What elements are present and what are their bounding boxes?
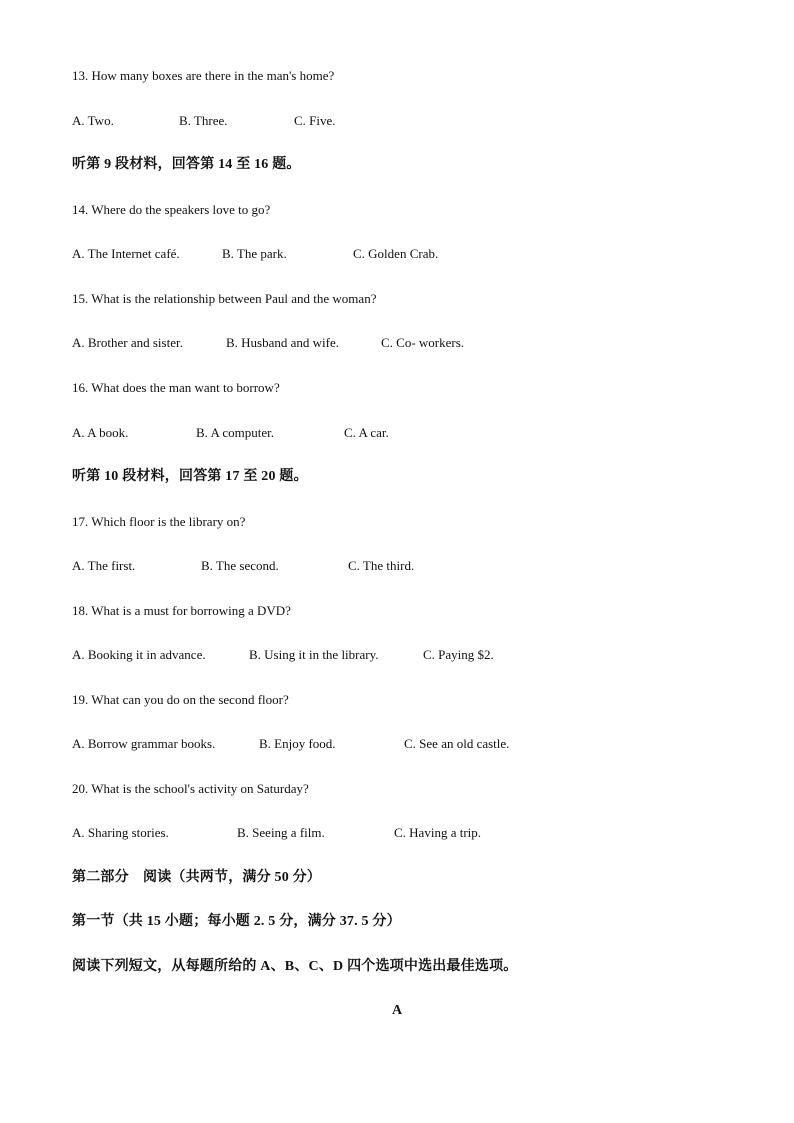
- q18-option-a: A. Booking it in advance.: [72, 647, 206, 662]
- question-19: 19. What can you do on the second floor?: [72, 692, 289, 707]
- passage-label: A: [391, 1003, 403, 1018]
- q16-option-c: C. A car.: [344, 425, 389, 440]
- q20-option-c: C. Having a trip.: [394, 825, 482, 840]
- q17-option-a: A. The first.: [72, 558, 136, 573]
- q17-option-b: B. The second.: [201, 558, 279, 573]
- q19-option-b: B. Enjoy food.: [259, 736, 336, 751]
- q14-option-a: A. The Internet café.: [72, 246, 180, 261]
- question-17: 17. Which floor is the library on?: [72, 514, 246, 529]
- q17-option-c: C. The third.: [348, 558, 415, 573]
- q18-option-c: C. Paying $2.: [423, 647, 494, 662]
- question-18: 18. What is a must for borrowing a DVD?: [72, 603, 291, 618]
- q13-option-b: B. Three.: [179, 113, 228, 128]
- q19-option-c: C. See an old castle.: [404, 736, 510, 751]
- q16-option-b: B. A computer.: [196, 425, 274, 440]
- reading-instruction: 阅读下列短文，从每题所给的 A、B、C、D 四个选项中选出最佳选项。: [72, 959, 518, 974]
- q15-option-c: C. Co- workers.: [381, 335, 465, 350]
- question-14: 14. Where do the speakers love to go?: [72, 202, 271, 217]
- question-16: 16. What does the man want to borrow?: [72, 380, 280, 395]
- q15-option-b: B. Husband and wife.: [226, 335, 340, 350]
- question-13: 13. How many boxes are there in the man's home?: [72, 68, 335, 83]
- q15-option-a: A. Brother and sister.: [72, 335, 183, 350]
- q20-option-a: A. Sharing stories.: [72, 825, 169, 840]
- q20-option-b: B. Seeing a film.: [237, 825, 325, 840]
- q19-option-a: A. Borrow grammar books.: [72, 736, 216, 751]
- q13-option-c: C. Five.: [294, 113, 336, 128]
- section-10-heading: 听第 10 段材料，回答第 17 至 20 题。: [72, 469, 308, 484]
- q18-option-b: B. Using it in the library.: [249, 647, 379, 662]
- question-20: 20. What is the school's activity on Saturday?: [72, 781, 309, 796]
- q14-option-c: C. Golden Crab.: [353, 246, 439, 261]
- q13-option-a: A. Two.: [72, 113, 114, 128]
- section-9-heading: 听第 9 段材料，回答第 14 至 16 题。: [72, 157, 301, 172]
- q16-option-a: A. A book.: [72, 425, 129, 440]
- question-15: 15. What is the relationship between Paul and the woman?: [72, 291, 377, 306]
- part-2-section-1-heading: 第一节（共 15 小题；每小题 2. 5 分，满分 37. 5 分）: [72, 914, 401, 929]
- q14-option-b: B. The park.: [222, 246, 287, 261]
- part-2-heading: 第二部分 阅读（共两节，满分 50 分）: [72, 870, 321, 885]
